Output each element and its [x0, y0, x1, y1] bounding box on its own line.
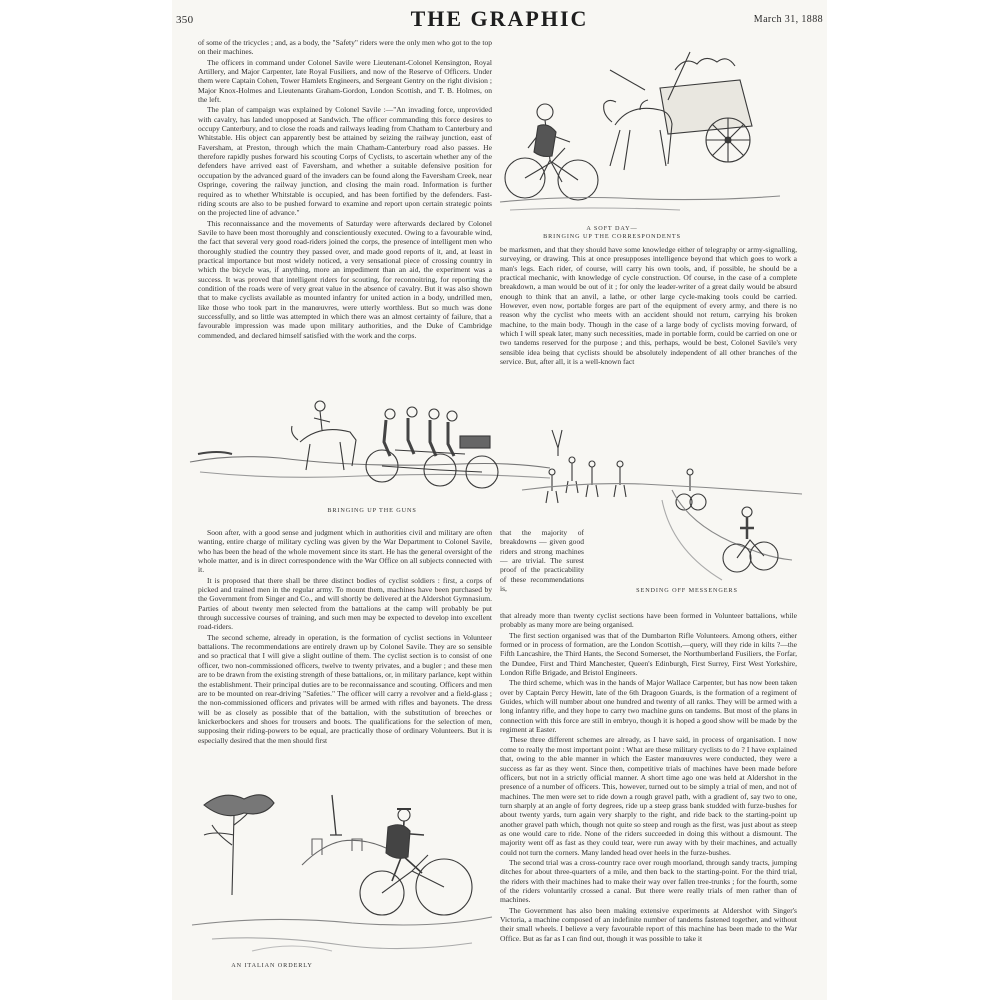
paragraph: that already more than twenty cyclist sections have been formed in Volunteer battalions, while probably as many more are being organised.: [500, 611, 797, 630]
paragraph: The second scheme, already in operation, is the formation of cyclist sections in Volunteer battalions. The recommendations are entirely drawn up by Colonel Savile. They are so sensible and so practical that I will give a slight outline of them. The cyclist section is to consist of one officer, two non-commissioned officers, twelve to twenty privates, and a bugler ; and these men are to be drawn from the existing strength of these battalions, or, in military parlance, kept within the establishment. Their principal duties are to be reconnaissance and scouting. Officers and men are to be mounted on rear-driving "Safeties." The officer will carry a revolver and a field-glass ; the non-commissioned officers and privates will be armed with rifles and bayonets. The dress will be as closely as possible that of the battalion, with the substitution of breeches or knickerbockers and shoes for trousers and boots. The qualifications for the selection of men, supposing their riding-powers to be equal, are practically those of ordinary Volunteers. But it is especially desired that the men should first: [198, 632, 492, 745]
illustration-soft-day: [490, 30, 790, 230]
caption-bringing-guns: BRINGING UP THE GUNS: [327, 507, 417, 514]
column-mid-right-narrow: [500, 528, 584, 610]
newspaper-page: [172, 0, 827, 1000]
paragraph: The third scheme, which was in the hands of Major Wallace Carpenter, but has now been taken over by Captain Percy Hewitt, late of the 6th Dragoon Guards, is the formation of a regiment of Guides, which will number about one hundred and twenty of all ranks. They will be armed with a long infantry rifle, and they hope to carry two machine guns on tandems. But most of the plans in connection with this force are still in embryo, though it is hoped a good show will be made by the regiment at Easter.: [500, 678, 797, 735]
masthead-title: THE GRAPHIC: [410, 6, 589, 31]
paragraph: The officers in command under Colonel Savile were Lieutenant-Colonel Kensington, Royal Artillery, and Major Carpenter, late Royal Fusiliers, and now of the Reserve of Officers. Under them were Captain Cohen, Tower Hamlets Engineers, and Sergeant Gentry on the right division ; Major Knox-Holmes and Lieutenants Graham-Gordon, London Scottish, and T. B. Holmes, on the left.: [198, 57, 492, 105]
page-number: 350: [176, 14, 194, 26]
issue-date: March 31, 1888: [753, 14, 823, 25]
illustration-bringing-guns: [190, 392, 550, 504]
paragraph: of some of the tricycles ; and, as a body, the "Safety" riders were the only men who got to the top on their machines.: [198, 38, 492, 57]
paragraph: be marksmen, and that they should have some knowledge either of telegraphy or army-signalling, surveying, or drawing. This at once presupposes intelligence beyond that which goes to work a man's legs. Each rider, of course, will carry his own tools, and, if possible, he should be a practical mechanic, with knowledge of cycle construction. Of course, in the case of a complete breakdown, a man would be out of it ; for only the leader-writer of a great daily would be absurd enough to think that an anvil, a lathe, or other large cycle-making tools could be carried. However, even now, portable forges are part of the equipment of every army, and there is no reason why the cyclist who meets with an accident should not return, carrying his broken machine, to the main body. Though in the case of a large body of cyclists moving forward, of which I will speak later, many such necessities, made in portable form, could be carried on one or two tandems reserved for the purpose ; and this, perhaps, would be best, Colonel Savile's very sensible idea being that cyclists should be absolutely independent of all other branches of the service. But, after all, it is a well-known fact: [500, 245, 797, 367]
column-mid-left: [198, 528, 492, 768]
paragraph: The plan of campaign was explained by Colonel Savile :—"An invading force, unprovided with cavalry, has landed unopposed at Sandwich. The officer commanding this force desires to occupy Canterbury, and to close the roads and railways leading from Chatham to Canterbury and Whitstable. His object can apparently best be attained by seizing the railway junction, east of Faversham, at Preston, through which the main Chatham-Canterbury road also passes. He therefore rapidly pushes forward his scouting Corps of Cyclists, to ascertain whether any of the defenders have arrived east of Faversham, and whether a suitable defensive position for occupation by the advanced guard of the invaders can be found along the Faversham Creek, near Ospringe, covering the railway junction, and closing the main road. Information is further required as to whether Whitstable is occupied, and has been fortified by the defenders. Fast-riding scouts are also to be pushed forward to examine and report upon certain strategic points on the projected line of advance.": [198, 105, 492, 218]
paragraph: The first section organised was that of the Dumbarton Rifle Volunteers. Among others, either formed or in process of formation, are the London Scottish,—query, will they ride in kilts ?—the Fifth Lancashire, the Third Hants, the Second Somerset, the Northumberland Fusiliers, the Forfar, the Dundee, First and Third Manchester, Queen's Edinburgh, First Surrey, First West Yorkshire, London Rifle Brigade, and Bristol Engineers.: [500, 630, 797, 678]
paragraph: that the majority of breakdowns — given good riders and strong machines — are trivial. The surest proof of the practicability of these recommendations is,: [500, 528, 584, 594]
column-top-left: [198, 38, 492, 340]
caption-italian-orderly: AN ITALIAN ORDERLY: [231, 962, 313, 969]
caption-sending-messengers: SENDING OFF MESSENGERS: [636, 587, 738, 594]
paragraph: This reconnaissance and the movements of Saturday were afterwards declared by Colonel Savile to have been most thoroughly and conscientiously executed. Owing to a favourable wind, the fact that several very good road-riders joined the corps, the presence of intelligent men who thoroughly studied the country they passed over, and made good reports of it, and, at least in practical importance but most widely noticed, a very sensational piece of crossing country in which the bicycle was, if anything, more an impediment than an aid, the experiment was a success. It was proved that intelligent riders for scouting, for reconnoitring, for reporting the condition of the roads were of very great value in the absence of cavalry. But it was also shown that to make cyclists available as mounted infantry for united action in a body, undrilled men, like those who took part in the manœuvres, were utterly worthless. But so much was done successfully, and so little was attempted in which there was an almost certainty of failure, that a favourable impression was made upon military authorities, and the Duke of Cambridge commended, and declared himself satisfied with the work and the corps.: [198, 218, 492, 340]
paragraph: The Government has also been making extensive experiments at Aldershot with Singer's Victoria, a machine composed of an indefinite number of tandems fastened together, and without their small wheels. I believe a very favourable report of this machine has been made to the War Office. But as far as I can find out, though it was possible to take it: [500, 905, 797, 943]
paragraph: It is proposed that there shall be three distinct bodies of cyclist soldiers : first, a corps of picked and trained men in the regular army. To mount them, machines have been purchased by the Government from Singer and Co., and will shortly be delivered at the Aldershot Gymnasium. Parties of about twenty men selected from the battalions at the camp will probably be put through successive courses of training, and such men may be expected to develop into excellent road-riders.: [198, 575, 492, 632]
column-top-right: [500, 245, 797, 415]
caption-soft-day-line2: BRINGING UP THE CORRESPONDENTS: [543, 233, 681, 240]
illustration-italian-orderly: [192, 775, 492, 965]
orderly-drawing: [192, 775, 492, 965]
soft-day-drawing: [490, 30, 790, 230]
guns-drawing: [190, 392, 550, 504]
paragraph: The second trial was a cross-country race over rough moorland, through sandy tracts, jumping ditches for about three-quarters of a mile, and then back to the starting-point. For the third trial, the riders with their machines had to make their way over fallen tree-trunks ; for the fourth, some of the riders voluntarily crossed a canal. But there were really trials of men rather than of machines.: [500, 857, 797, 905]
caption-soft-day-line1: A SOFT DAY—: [586, 225, 638, 232]
paragraph: Soon after, with a good sense and judgment which in authorities civil and military are often wanting, entire charge of military cycling was given by the War Department to Colonel Savile, who has been the head of the whole movement since its start. He has the general oversight of the whole matter, and is in direct correspondence with the War Office on all subjects connected with it.: [198, 528, 492, 575]
paragraph: These three different schemes are already, as I have said, in process of organisation. I now come to really the most important point : What are these military cyclists to do ? I have explained that, owing to the able manner in which the Easter manœuvres were conducted, they were a success as far as they went. Since then, competitive trials of machines have been made before officers, but not in a strictly official manner. A short time ago one was held at Aldershot in the presence of a number of officers. This, however, turned out to be simply a trial of men, and not of machines. The men were set to ride down a rough gravel path, with a gradient of, say two to one, turn sharply at an angle of forty degrees, ride up a steep grass bank studded with furze-bushes for about twenty yards, turn again very sharply to the right, and ride back to the starting-point up another gravel path which, though not quite so steep and rough as the first, was just about as steep as one would care to ride. None of the riders succeeded in doing this without a dismount. The majority went off as fast as they could tear, were run away with by their machines, and actually could not turn the corners. Many landed head over heels in the furze-bushes.: [500, 735, 797, 857]
column-right-wide: [500, 611, 797, 991]
